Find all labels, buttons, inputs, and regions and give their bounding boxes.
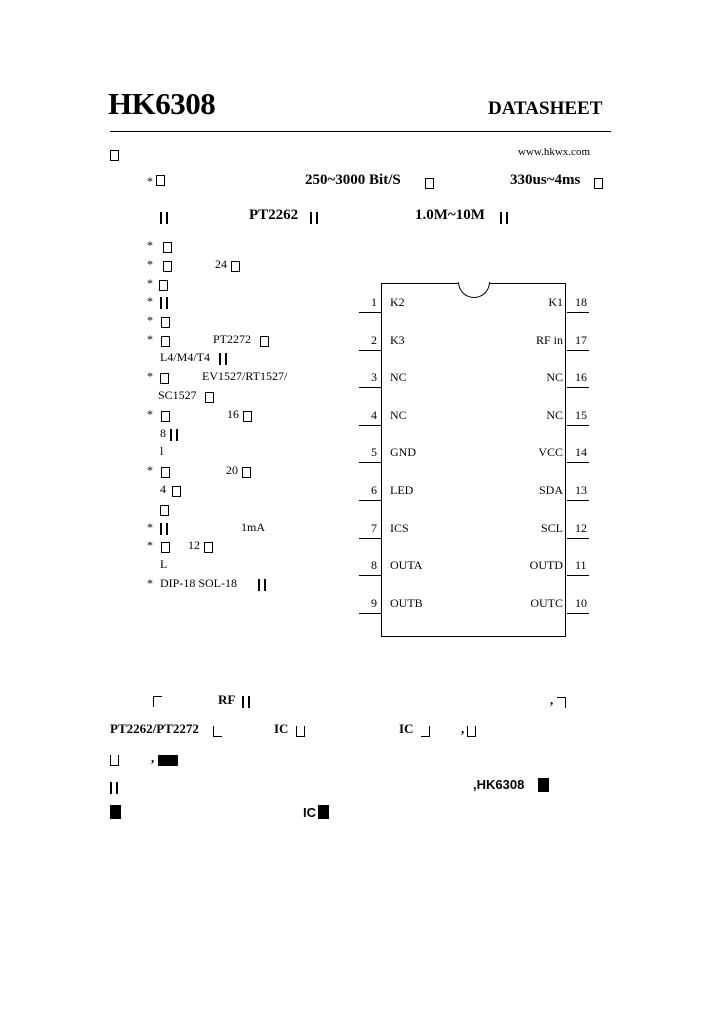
- pin-name-left: ICS: [390, 521, 409, 535]
- feature-bullet: *: [147, 313, 153, 327]
- missing-glyph: [242, 464, 251, 482]
- pin-lead-right: [567, 575, 589, 576]
- missing-glyph: [163, 258, 172, 276]
- feature-text: 16: [227, 407, 239, 421]
- missing-glyph: [110, 752, 119, 770]
- pin-name-left: OUTB: [390, 596, 423, 610]
- feature-bullet: *: [147, 238, 153, 252]
- desc-line4-a: ,HK6308: [473, 777, 525, 792]
- pin-lead-left: [359, 387, 381, 388]
- pin-name-left: K2: [390, 295, 405, 309]
- pin-number-right: 18: [575, 295, 587, 309]
- missing-glyph: [160, 502, 169, 520]
- pin-number-right: 13: [575, 483, 587, 497]
- feature-text: 4: [160, 482, 166, 496]
- pin-lead-right: [567, 425, 589, 426]
- missing-glyph: [110, 780, 118, 798]
- missing-glyph: [204, 539, 213, 557]
- feature-bullet: *: [147, 407, 153, 421]
- pin-name-right: OUTC: [530, 596, 563, 610]
- feature-bullet: *: [147, 520, 153, 534]
- pin-name-left: OUTA: [390, 558, 423, 572]
- pin-number-left: 1: [371, 295, 377, 309]
- pin-number-right: 16: [575, 370, 587, 384]
- feature-bullet: *: [147, 332, 153, 346]
- pin-number-left: 7: [371, 521, 377, 535]
- desc-line1-a: RF: [218, 692, 236, 707]
- missing-glyph: [160, 370, 169, 388]
- feature-text: DIP-18 SOL-18: [160, 576, 237, 590]
- missing-glyph: [153, 693, 162, 711]
- redacted-block: [158, 752, 178, 770]
- intro-freq: 1.0M~10M: [415, 207, 485, 223]
- intro-rate: 250~3000 Bit/S: [305, 172, 401, 188]
- missing-glyph: [172, 483, 181, 501]
- pin-name-right: SDA: [538, 483, 563, 497]
- pin-lead-left: [359, 312, 381, 313]
- desc-line2-c: IC: [399, 721, 414, 736]
- missing-glyph: [161, 333, 170, 351]
- pin-lead-right: [567, 387, 589, 388]
- feature-bullet: *: [147, 257, 153, 271]
- pin-name-left: K3: [390, 333, 405, 347]
- website-url[interactable]: www.hkwx.com: [518, 146, 590, 158]
- feature-text: 1mA: [241, 520, 265, 534]
- pin-name-left: NC: [390, 370, 407, 384]
- smudged-glyph: [110, 805, 121, 823]
- pin-lead-left: [359, 613, 381, 614]
- pin-name-left: GND: [390, 445, 416, 459]
- pin-number-left: 5: [371, 445, 377, 459]
- pin-number-right: 14: [575, 445, 587, 459]
- pin-number-left: 8: [371, 558, 377, 572]
- feature-text: 12: [188, 538, 200, 552]
- pin-lead-left: [359, 462, 381, 463]
- pin-lead-right: [567, 500, 589, 501]
- feature-text: 8: [160, 426, 166, 440]
- pin-name-left: NC: [390, 408, 407, 422]
- pin-number-left: 4: [371, 408, 377, 422]
- missing-glyph: [163, 239, 172, 257]
- pin-name-right: K1: [548, 295, 563, 309]
- desc-line2-a: PT2262/PT2272: [110, 721, 199, 736]
- missing-glyph: [425, 175, 434, 193]
- document-subtitle: DATASHEET: [488, 98, 603, 119]
- pin-lead-right: [567, 462, 589, 463]
- missing-glyph: [310, 210, 318, 228]
- feature-bullet: *: [147, 538, 153, 552]
- desc-line2-b: IC: [274, 721, 289, 736]
- pin-name-right: NC: [546, 370, 563, 384]
- pin-name-right: SCL: [540, 521, 563, 535]
- missing-glyph: [110, 147, 119, 165]
- missing-glyph: [160, 295, 168, 313]
- missing-glyph: [421, 723, 430, 741]
- missing-glyph: [467, 723, 476, 741]
- pin-name-right: VCC: [538, 445, 563, 459]
- desc-line3-a: ,: [151, 750, 155, 765]
- feature-bullet: *: [147, 294, 153, 308]
- missing-glyph: [557, 694, 566, 712]
- feature-text: EV1527/RT1527/: [202, 369, 288, 383]
- missing-glyph: [242, 694, 250, 712]
- feature-bullet: *: [147, 369, 153, 383]
- pin-lead-right: [567, 350, 589, 351]
- pin-lead-left: [359, 500, 381, 501]
- pin-lead-left: [359, 425, 381, 426]
- missing-glyph: [160, 521, 168, 539]
- desc-line5-a: IC: [303, 805, 316, 820]
- desc-line1-b: ,: [550, 692, 554, 707]
- smudged-glyph: [318, 805, 329, 823]
- feature-bullet: *: [147, 463, 153, 477]
- intro-line-1-bullet: *: [147, 174, 165, 189]
- pin-number-left: 9: [371, 596, 377, 610]
- pin-number-left: 3: [371, 370, 377, 384]
- pin-lead-right: [567, 538, 589, 539]
- pin-number-right: 10: [575, 596, 587, 610]
- missing-glyph: [296, 723, 305, 741]
- pin-number-right: 12: [575, 521, 587, 535]
- header-divider: [110, 131, 611, 132]
- smudged-glyph: [538, 778, 549, 796]
- document-title: HK6308: [108, 86, 216, 121]
- missing-glyph: [160, 210, 168, 228]
- feature-text: l: [160, 444, 164, 458]
- pin-name-left: LED: [390, 483, 414, 497]
- pin-number-right: 17: [575, 333, 587, 347]
- intro-time: 330us~4ms: [510, 172, 581, 188]
- pin-number-right: 11: [575, 558, 587, 572]
- intro-compat: PT2262: [249, 207, 299, 223]
- missing-glyph: [161, 408, 170, 426]
- pin-lead-left: [359, 350, 381, 351]
- missing-glyph: [258, 577, 266, 595]
- missing-glyph: [260, 333, 269, 351]
- pin-name-right: NC: [546, 408, 563, 422]
- pin-name-right: RF in: [535, 333, 563, 347]
- feature-bullet: *: [147, 276, 153, 290]
- pin-number-left: 6: [371, 483, 377, 497]
- desc-line2-d: ,: [461, 721, 465, 736]
- missing-glyph: [500, 210, 508, 228]
- feature-text: PT2272: [213, 332, 252, 346]
- pin-lead-right: [567, 312, 589, 313]
- feature-bullet: *: [147, 576, 153, 590]
- missing-glyph: [231, 258, 240, 276]
- missing-glyph: [161, 314, 170, 332]
- pin-number-left: 2: [371, 333, 377, 347]
- feature-text: 20: [226, 463, 238, 477]
- pin-lead-left: [359, 575, 381, 576]
- missing-glyph: [205, 389, 214, 407]
- feature-text: SC1527: [158, 388, 197, 402]
- feature-text: L: [160, 557, 168, 571]
- missing-glyph: [159, 277, 168, 295]
- missing-glyph: [170, 427, 178, 445]
- missing-glyph: [213, 723, 222, 741]
- missing-glyph: [243, 408, 252, 426]
- pin-name-right: OUTD: [529, 558, 563, 572]
- missing-glyph: [594, 175, 603, 193]
- missing-glyph: [161, 539, 170, 557]
- pin-number-right: 15: [575, 408, 587, 422]
- pin-lead-right: [567, 613, 589, 614]
- feature-text: L4/M4/T4: [160, 350, 210, 364]
- pin-lead-left: [359, 538, 381, 539]
- missing-glyph: [161, 464, 170, 482]
- feature-text: 24: [215, 257, 227, 271]
- missing-glyph: [219, 351, 227, 369]
